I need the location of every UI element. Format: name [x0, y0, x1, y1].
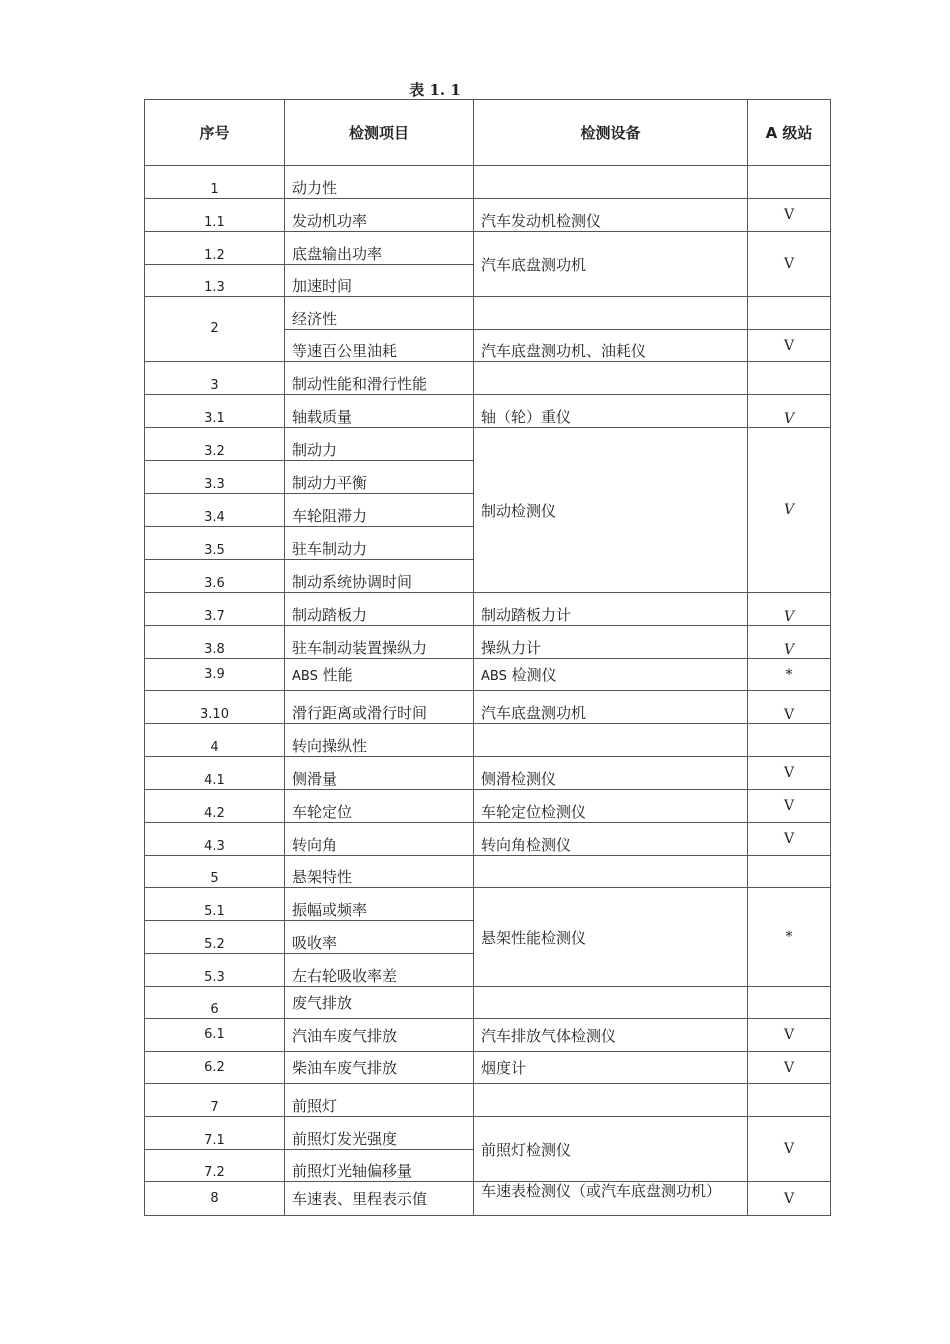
row-item: 驻车制动装置操纵力 [285, 626, 474, 659]
row-device: 侧滑检测仪 [474, 757, 748, 790]
row-grade: V [748, 1052, 831, 1084]
row-item: 发动机功率 [285, 199, 474, 232]
table-header-row [145, 100, 831, 166]
row-grade [748, 724, 831, 757]
row-no: 3.1 [145, 395, 285, 428]
row-no: 3.6 [145, 560, 285, 593]
row-grade: V [748, 593, 831, 626]
table-row [145, 166, 831, 199]
row-no: 3.2 [145, 428, 285, 461]
row-device: 汽车底盘测功机、油耗仪 [474, 330, 748, 362]
row-item: 底盘输出功率 [285, 232, 474, 265]
row-item: 吸收率 [285, 921, 474, 954]
row-device: 制动踏板力计 [474, 593, 748, 626]
row-no: 3.5 [145, 527, 285, 560]
row-no: 6.1 [145, 1019, 285, 1052]
row-no: 8 [145, 1182, 285, 1216]
row-item: 悬架特性 [285, 856, 474, 888]
row-device [474, 362, 748, 395]
table-row [145, 232, 831, 265]
row-no: 3.8 [145, 626, 285, 659]
table-row [145, 428, 831, 461]
row-grade: V [748, 395, 831, 428]
table-row [145, 297, 831, 330]
row-no: 7 [145, 1084, 285, 1117]
row-no: 6.2 [145, 1052, 285, 1084]
row-device [474, 297, 748, 330]
row-device: 汽车排放气体检测仪 [474, 1019, 748, 1052]
row-device: 悬架性能检测仪 [474, 888, 748, 987]
row-grade: V [748, 199, 831, 232]
row-no: 1.3 [145, 265, 285, 297]
row-grade: V [748, 1117, 831, 1182]
row-item: 柴油车废气排放 [285, 1052, 474, 1084]
row-device: 前照灯检测仪 [474, 1117, 748, 1182]
row-device [474, 1084, 748, 1117]
row-device-text: 检测仪 [511, 666, 557, 684]
abs-label: ABS [292, 669, 318, 684]
row-no: 5.2 [145, 921, 285, 954]
row-grade: V [748, 823, 831, 856]
row-item: 制动性能和滑行性能 [285, 362, 474, 395]
row-item: 加速时间 [285, 265, 474, 297]
row-grade: V [748, 757, 831, 790]
row-item: 废气排放 [285, 987, 474, 1019]
row-device: 车轮定位检测仪 [474, 790, 748, 823]
row-item: 左右轮吸收率差 [285, 954, 474, 987]
row-no: 5.1 [145, 888, 285, 921]
table-row [145, 691, 831, 724]
row-item: 制动力 [285, 428, 474, 461]
row-grade: V [748, 1019, 831, 1052]
row-grade [748, 297, 831, 330]
table-row [145, 823, 831, 856]
table-row [145, 199, 831, 232]
inspection-table [144, 99, 831, 1216]
row-no: 7.1 [145, 1117, 285, 1150]
row-no: 1.1 [145, 199, 285, 232]
row-item: 前照灯光轴偏移量 [285, 1150, 474, 1182]
row-item [285, 659, 474, 691]
row-item-text: 性能 [322, 666, 353, 684]
row-grade: V [748, 790, 831, 823]
row-no: 3.7 [145, 593, 285, 626]
row-no: 2 [145, 297, 285, 362]
table-caption: 表 1. 1 [409, 81, 461, 99]
row-no: 4.1 [145, 757, 285, 790]
row-no: 3.4 [145, 494, 285, 527]
row-item: 侧滑量 [285, 757, 474, 790]
header-grade: A 级站 [748, 100, 831, 166]
row-grade [748, 362, 831, 395]
row-item: 滑行距离或滑行时间 [285, 691, 474, 724]
table-row [145, 626, 831, 659]
row-no: 3 [145, 362, 285, 395]
row-device: 转向角检测仪 [474, 823, 748, 856]
row-no: 7.2 [145, 1150, 285, 1182]
row-device: 轴（轮）重仪 [474, 395, 748, 428]
row-device: 汽车底盘测功机 [474, 232, 748, 297]
row-item: 经济性 [285, 297, 474, 330]
table-row [145, 1052, 831, 1084]
row-item: 转向角 [285, 823, 474, 856]
table-row [145, 1019, 831, 1052]
row-device: 汽车发动机检测仪 [474, 199, 748, 232]
row-grade: V [748, 330, 831, 362]
row-no: 1.2 [145, 232, 285, 265]
row-device [474, 166, 748, 199]
row-device: 烟度计 [474, 1052, 748, 1084]
header-no: 序号 [145, 100, 285, 166]
row-no: 3.3 [145, 461, 285, 494]
table-row [145, 757, 831, 790]
row-grade [748, 166, 831, 199]
row-item: 车轮阻滞力 [285, 494, 474, 527]
abs-label: ABS [481, 669, 507, 684]
row-item: 车轮定位 [285, 790, 474, 823]
row-device [474, 724, 748, 757]
row-device [474, 1182, 748, 1216]
row-device [474, 856, 748, 888]
row-device [474, 987, 748, 1019]
row-item: 振幅或频率 [285, 888, 474, 921]
row-device: 汽车底盘测功机 [474, 691, 748, 724]
table-row [145, 362, 831, 395]
row-no: 6 [145, 987, 285, 1019]
header-item: 检测项目 [285, 100, 474, 166]
row-item: 车速表、里程表示值 [285, 1182, 474, 1216]
row-grade: V [748, 232, 831, 297]
row-device-text: 车速表检测仪（或汽车底盘测功机） [481, 1182, 722, 1200]
row-device: 制动检测仪 [474, 428, 748, 593]
row-no: 3.9 [145, 659, 285, 691]
row-item: 驻车制动力 [285, 527, 474, 560]
row-no: 4.3 [145, 823, 285, 856]
row-no: 5 [145, 856, 285, 888]
table-row [145, 1182, 831, 1216]
row-item: 汽油车废气排放 [285, 1019, 474, 1052]
table-row [145, 724, 831, 757]
table-row [145, 987, 831, 1019]
row-item: 动力性 [285, 166, 474, 199]
row-item: 等速百公里油耗 [285, 330, 474, 362]
row-item: 轴载质量 [285, 395, 474, 428]
row-no: 5.3 [145, 954, 285, 987]
row-grade: V [748, 691, 831, 724]
row-no: 3.10 [145, 691, 285, 724]
row-no: 4 [145, 724, 285, 757]
header-device: 检测设备 [474, 100, 748, 166]
table-row [145, 790, 831, 823]
row-grade: * [748, 888, 831, 987]
row-no: 1 [145, 166, 285, 199]
row-grade: V [748, 626, 831, 659]
row-grade [748, 856, 831, 888]
row-item: 制动力平衡 [285, 461, 474, 494]
table-row [145, 659, 831, 691]
row-item: 制动系统协调时间 [285, 560, 474, 593]
table-row [145, 856, 831, 888]
row-grade [748, 987, 831, 1019]
row-item: 前照灯 [285, 1084, 474, 1117]
row-no: 4.2 [145, 790, 285, 823]
table-row [145, 593, 831, 626]
row-item: 制动踏板力 [285, 593, 474, 626]
table-row [145, 1117, 831, 1150]
table-row [145, 888, 831, 921]
row-item: 前照灯发光强度 [285, 1117, 474, 1150]
row-grade: V [748, 1182, 831, 1216]
row-grade: V [748, 428, 831, 593]
row-device [474, 659, 748, 691]
row-grade: * [748, 659, 831, 691]
table-row [145, 395, 831, 428]
row-grade [748, 1084, 831, 1117]
table-row [145, 1084, 831, 1117]
row-device: 操纵力计 [474, 626, 748, 659]
row-item: 转向操纵性 [285, 724, 474, 757]
